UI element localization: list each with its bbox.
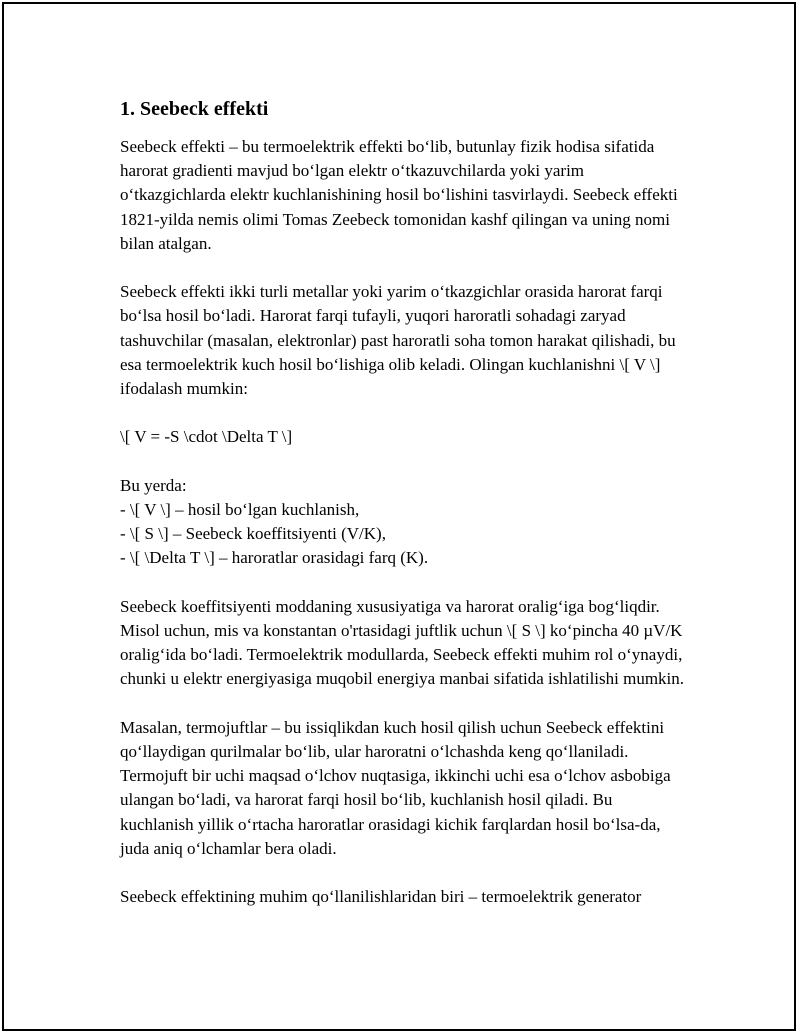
paragraph-coefficient: Seebeck koeffitsiyenti moddaning xususiyatiga va harorat oralig‘iga bog‘liqdir. Misol uchun, mis va konstantan o'rtasidagi juftlik uchun \[ S \] ko‘pincha 40 µV/K oralig‘ida bo‘ladi. Termoelektrik modullarda, Seebeck effekti muhim rol o‘ynaydi, chunki u elektr energiyasiga muqobil energiya manbai sifatida ishlatilishi mumkin.: [120, 596, 685, 689]
variable-item: - \[ S \] – Seebeck koeffitsiyenti (V/K),: [120, 524, 386, 544]
variable-item: - \[ \Delta T \] – haroratlar orasidagi farq (K).: [120, 548, 429, 568]
document-body: [120, 96, 690, 934]
section-heading: 1. Seebeck effekti: [120, 98, 269, 120]
variable-item: - \[ V \] – hosil bo‘lgan kuchlanish,: [120, 500, 360, 519]
paragraph-intro: Seebeck effekti – bu termoelektrik effekti bo‘lib, butunlay fizik hodisa sifatida harorat gradienti mavjud bo‘lgan elektr o‘tkazuvchilarda yoki yarim o‘tkazgichlarda elektr kuchlanishining hosil bo‘lishini tasvirlaydi. Seebeck effekti 1821-yilda nemis olimi Tomas Zeebeck tomonidan kashf qilingan va uning nomi bilan atalgan.: [120, 137, 678, 253]
paragraph-thermocouples: Masalan, termojuftlar – bu issiqlikdan kuch hosil qilish uchun Seebeck effektini qo‘llaydigan qurilmalar bo‘lib, ular haroratni o‘lchashda keng qo‘llaniladi. Termojuft bir uchi maqsad o‘lchov nuqtasiga, ikkinchi uchi esa o‘lchov asbobiga ulangan bo‘ladi, va harorat farqi hosil bo‘lib, kuchlanish hosil qiladi. Bu kuchlanish yillik o‘rtacha haroratlar orasidagi kichik farqlardan hosil bo‘lsa-da, juda aniq o‘lchamlar bera oladi.: [120, 717, 671, 858]
paragraph-applications: Seebeck effektining muhim qo‘llanilishlaridan biri – termoelektrik generator: [120, 887, 642, 907]
paragraph-mechanism: Seebeck effekti ikki turli metallar yoki yarim o‘tkazgichlar orasida harorat farqi bo‘lsa hosil bo‘ladi. Harorat farqi tufayli, yuqori haroratli sohadagi zaryad tashuvchilar (masalan, elektronlar) past haroratli soha tomon harakat qilishadi, bu esa termoelektrik kuch hosil bo‘lishiga olib keladi. Olingan kuchlanishni \[ V \] ifodalash mumkin:: [120, 282, 676, 399]
formula: \[ V = -S \cdot \Delta T \]: [120, 427, 293, 447]
variables-block: [120, 474, 690, 571]
document-page: [2, 2, 796, 1031]
variables-label: Bu yerda:: [120, 475, 187, 495]
